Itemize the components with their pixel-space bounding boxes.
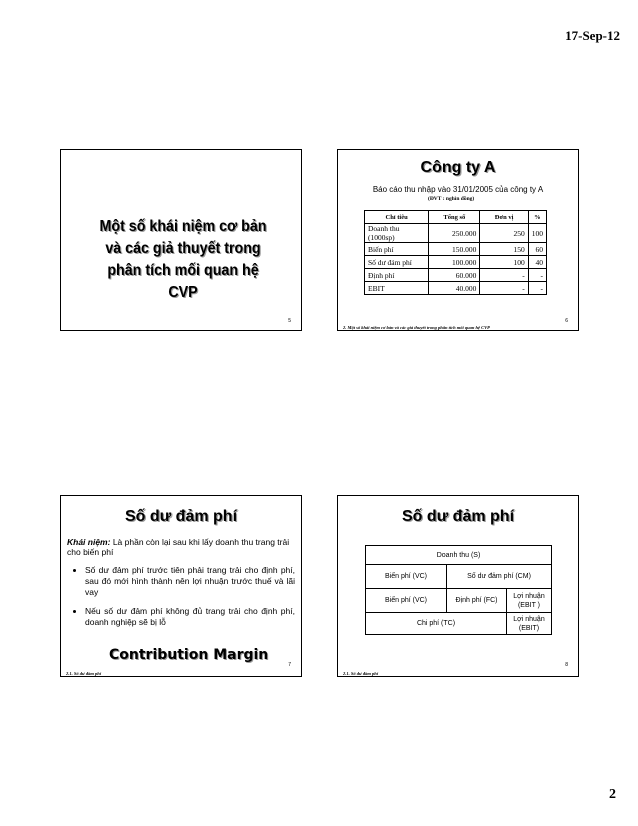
bullet-list (71, 565, 295, 636)
ebit-label: Lợi nhuận (EBIT) (513, 615, 545, 632)
table-cell: 60.000 (429, 269, 480, 282)
definition-text: Là phần còn lại sau khi lấy doanh thu trang trải cho biến phí (67, 537, 290, 557)
page-date: 17-Sep-12 (565, 28, 620, 43)
fixed-cost-box (447, 589, 507, 613)
total-cost-label: Chi phí (TC) (416, 620, 456, 627)
slide-footer: 2. Một số khái niệm cơ bản và các giả thuyết trong phân tích mối quan hệ CVP (343, 325, 490, 330)
table-cell: 40 (528, 256, 546, 269)
slide-number: 8 (565, 662, 568, 668)
unit-note: (ĐVT : nghìn đồng) (428, 196, 475, 202)
table-cell: - (528, 269, 546, 282)
column-header: Chỉ tiêu (365, 211, 429, 224)
revenue-label: Doanh thu (S) (436, 551, 481, 559)
slide-7 (60, 495, 302, 677)
fixed-cost-label: Định phí (FC) (455, 597, 498, 604)
table-cell: 100 (528, 224, 546, 243)
table-cell: 250.000 (429, 224, 480, 243)
table-cell: 250 (480, 224, 528, 243)
table-cell: 40.000 (429, 282, 480, 295)
slide-subtitle: Báo cáo thu nhập vào 31/01/2005 của công ty A (372, 185, 544, 194)
definition (67, 537, 292, 557)
list-item: • Nếu số dư đảm phí không đủ trang trải cho định phí, doanh nghiệp sẽ bị lỗ (85, 606, 295, 628)
table-cell: Định phí (365, 269, 429, 282)
ebit-box-2 (507, 613, 552, 635)
table-cell: - (480, 269, 528, 282)
slide-title: Một số khái niệm cơ bản và các giả thuyết trong phân tích mối quan hệ CVP (99, 218, 267, 301)
table-cell: Doanh thu (1000sp) (365, 224, 429, 243)
contribution-margin-box (447, 565, 552, 589)
table-cell: - (528, 282, 546, 295)
table-cell: 100 (480, 256, 528, 269)
slide-number: 6 (565, 318, 568, 324)
table-row (365, 243, 547, 256)
ebit-label: Lợi nhuận (EBIT ) (513, 592, 545, 609)
table-row (365, 224, 547, 243)
table-header-row (365, 211, 547, 224)
column-header: Đơn vị (480, 211, 528, 224)
slide-number: 5 (288, 318, 291, 324)
cvp-diagram (365, 545, 552, 635)
table-row (365, 282, 547, 295)
table-cell: 150 (480, 243, 528, 256)
income-table (364, 210, 547, 295)
table-cell: 60 (528, 243, 546, 256)
total-cost-box (365, 613, 507, 635)
variable-cost-box (365, 565, 447, 589)
slide-title: Công ty A (420, 159, 496, 176)
table-cell: Biến phí (365, 243, 429, 256)
slide-footer: 2.1. Số dư đảm phí (66, 671, 101, 676)
slide-8 (337, 495, 579, 677)
column-header: Tổng số (429, 211, 480, 224)
slide-title: Số dư đảm phí (401, 508, 515, 525)
page-number: 2 (609, 787, 616, 802)
list-item: • Số dư đảm phí trước tiên phải trang trải cho định phí, sau đó mới hình thành nên lợi nhuận trước thuế và lãi vay (85, 565, 295, 598)
column-header: % (528, 211, 546, 224)
table-cell: - (480, 282, 528, 295)
contribution-margin-banner: Contribution Margin (109, 647, 269, 663)
table-cell: 150.000 (429, 243, 480, 256)
table-cell: EBIT (365, 282, 429, 295)
slide-5 (60, 149, 302, 331)
slide-number: 7 (288, 662, 291, 668)
table-row (365, 269, 547, 282)
slide-title: Số dư đảm phí (124, 508, 238, 525)
variable-cost-label: Biến phí (VC) (384, 573, 428, 580)
slide-6 (337, 149, 579, 331)
table-cell: Số dư đảm phí (365, 256, 429, 269)
slide-footer: 2.1. Số dư đảm phí (343, 671, 378, 676)
table-row (365, 256, 547, 269)
revenue-box (365, 545, 552, 565)
contribution-margin-label: Số dư đảm phí (CM) (467, 573, 531, 580)
ebit-box (507, 589, 552, 613)
variable-cost-box-2 (365, 589, 447, 613)
variable-cost-label: Biến phí (VC) (384, 597, 428, 604)
table-cell: 100.000 (429, 256, 480, 269)
definition-label: Khái niệm: (67, 537, 111, 547)
